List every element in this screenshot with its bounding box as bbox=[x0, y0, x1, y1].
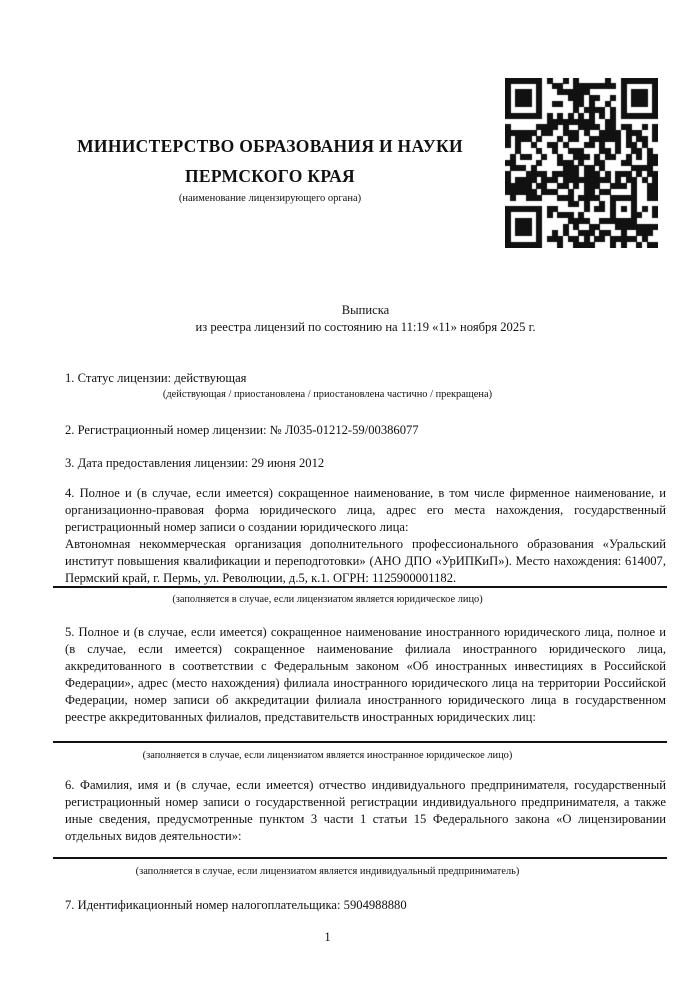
ministry-name-line-1: МИНИСТЕРСТВО ОБРАЗОВАНИЯ И НАУКИ bbox=[77, 136, 463, 156]
page-number: 1 bbox=[324, 930, 331, 944]
foreign-entity-note: (заполняется в случае, если лицензиатом является иностранное юридическое лицо) bbox=[142, 750, 513, 761]
licensing-authority-caption: (наименование лицензирующего органа) bbox=[178, 193, 362, 204]
licensing-authority-block bbox=[50, 131, 490, 206]
ministry-name-line-2: ПЕРМСКОГО КРАЯ bbox=[185, 166, 355, 186]
license-status-line: 1. Статус лицензии: действующая bbox=[65, 371, 247, 385]
registration-number-line: 2. Регистрационный номер лицензии: № Л035-01212-59/00386077 bbox=[65, 423, 419, 437]
fill-line-foreign-entity bbox=[53, 741, 667, 743]
entrepreneur-question: 6. Фамилия, имя и (в случае, если имеется) отчество индивидуального предпринимателя, государственный регистрационный номер записи о государственной регистрации индивидуального предпринимателя, а также иные сведения, предусмотренные пунктом 3 части 1 статьи 15 Федерального закона «О лицензировании отдельных видов деятельности»: bbox=[65, 778, 666, 843]
document-title bbox=[65, 302, 666, 336]
foreign-entity-question: 5. Полное и (в случае, если имеется) сокращенное наименование иностранного юридического лица, полное и (в случае, если имеется) сокращенное наименование филиала иностранного юридического лица, аккредитованного в соответствии с Федеральным законом «Об иностранных инвестициях в Российской Федерации», адрес (место нахождения) филиала иностранного юридического лица на территории Российской Федерации, номер записи об аккредитации филиала иностранного юридического лица в государственном реестре аккредитованных филиалов, представительств иностранных юридических лиц: bbox=[65, 625, 666, 724]
fill-line-legal-entity bbox=[53, 586, 667, 588]
legal-entity-note: (заполняется в случае, если лицензиатом является юридическое лицо) bbox=[172, 594, 483, 605]
document-title-line-2: из реестра лицензий по состоянию на 11:19 «11» ноября 2025 г. bbox=[195, 320, 536, 334]
legal-entity-question: 4. Полное и (в случае, если имеется) сокращенное наименование, в том числе фирменное наименование, и организационно-правовая форма юридического лица, адрес его места нахождения, государственный регистрационный номер записи о создании юридического лица: bbox=[65, 486, 666, 534]
qr-code-icon bbox=[505, 78, 658, 248]
fill-line-entrepreneur bbox=[53, 857, 667, 859]
document-title-line-1: Выписка bbox=[341, 303, 390, 317]
legal-entity-answer: Автономная некоммерческая организация дополнительного профессионального образования «Уральский институт повышения квалификации и переподготовки» (АНО ДПО «УрИПКиП»). Место нахождения: 614007, Пермский край, г. Пермь, ул. Революции, д.5, к.1. ОГРН: 1125900001182. bbox=[65, 537, 666, 585]
taxpayer-number-line: 7. Идентификационный номер налогоплательщика: 5904988880 bbox=[65, 898, 407, 912]
entrepreneur-note: (заполняется в случае, если лицензиатом является индивидуальный предприниматель) bbox=[135, 866, 520, 877]
grant-date-line: 3. Дата предоставления лицензии: 29 июня 2012 bbox=[65, 456, 325, 470]
license-status-options-note: (действующая / приостановлена / приостановлена частично / прекращена) bbox=[162, 389, 493, 400]
